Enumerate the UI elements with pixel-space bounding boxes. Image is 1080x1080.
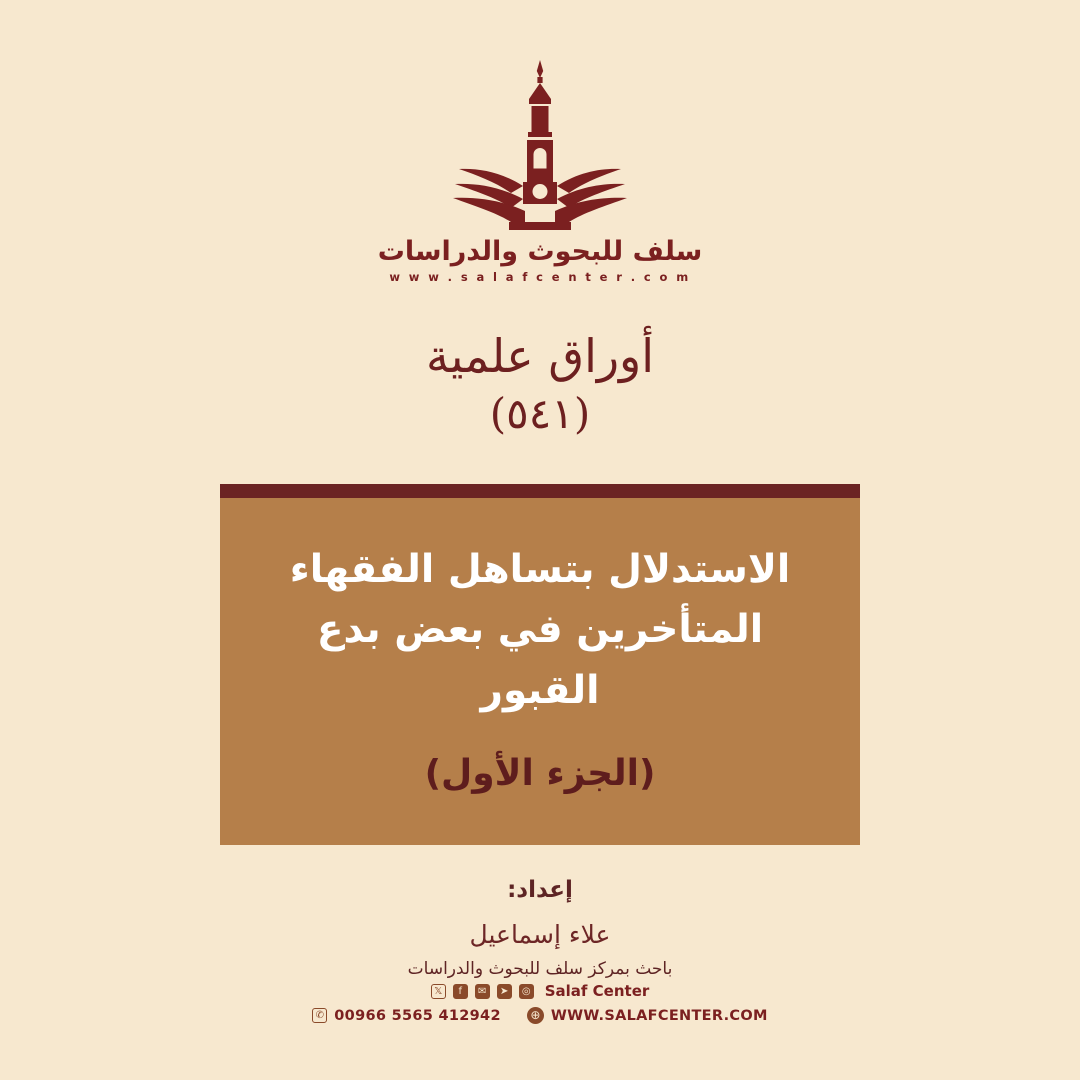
telegram-icon[interactable]: ➤ (497, 984, 512, 999)
author-block (408, 873, 673, 981)
series-block (426, 328, 654, 442)
footer (0, 982, 1080, 1024)
minaret-over-open-book-logo-icon (405, 58, 675, 233)
author-label: إعداد: (507, 877, 573, 904)
document-part: (الجزء الأول) (424, 753, 656, 795)
footer-phone[interactable]: 00966 5565 412942 (334, 1007, 501, 1024)
title-card (220, 484, 860, 846)
instagram-icon[interactable]: ◎ (519, 984, 534, 999)
logo-block (378, 58, 703, 284)
footer-brand: Salaf Center (544, 982, 650, 1000)
whatsapp-icon[interactable]: ✆ (312, 1008, 327, 1023)
series-label: أوراق علمية (425, 328, 655, 383)
x-twitter-icon[interactable]: 𝕏 (431, 984, 446, 999)
email-icon[interactable]: ✉ (475, 984, 490, 999)
author-name: علاء إسماعيل (469, 919, 611, 949)
footer-website[interactable]: WWW.SALAFCENTER.COM (550, 1007, 768, 1024)
document-title: الاستدلال بتساهل الفقهاء المتأخرين في بعض بدع القبور (289, 546, 791, 713)
footer-contact-row (312, 1007, 767, 1024)
logo-url: w w w . s a l a f c e n t e r . c o m (389, 269, 691, 284)
facebook-icon[interactable]: f (453, 984, 468, 999)
footer-social-row (431, 982, 650, 1000)
author-role: باحث بمركز سلف للبحوث والدراسات (407, 958, 673, 979)
series-number: (٥٤١) (489, 389, 591, 439)
globe-icon[interactable]: ⊕ (527, 1007, 544, 1024)
logo-name: سلف للبحوث والدراسات (377, 236, 703, 267)
